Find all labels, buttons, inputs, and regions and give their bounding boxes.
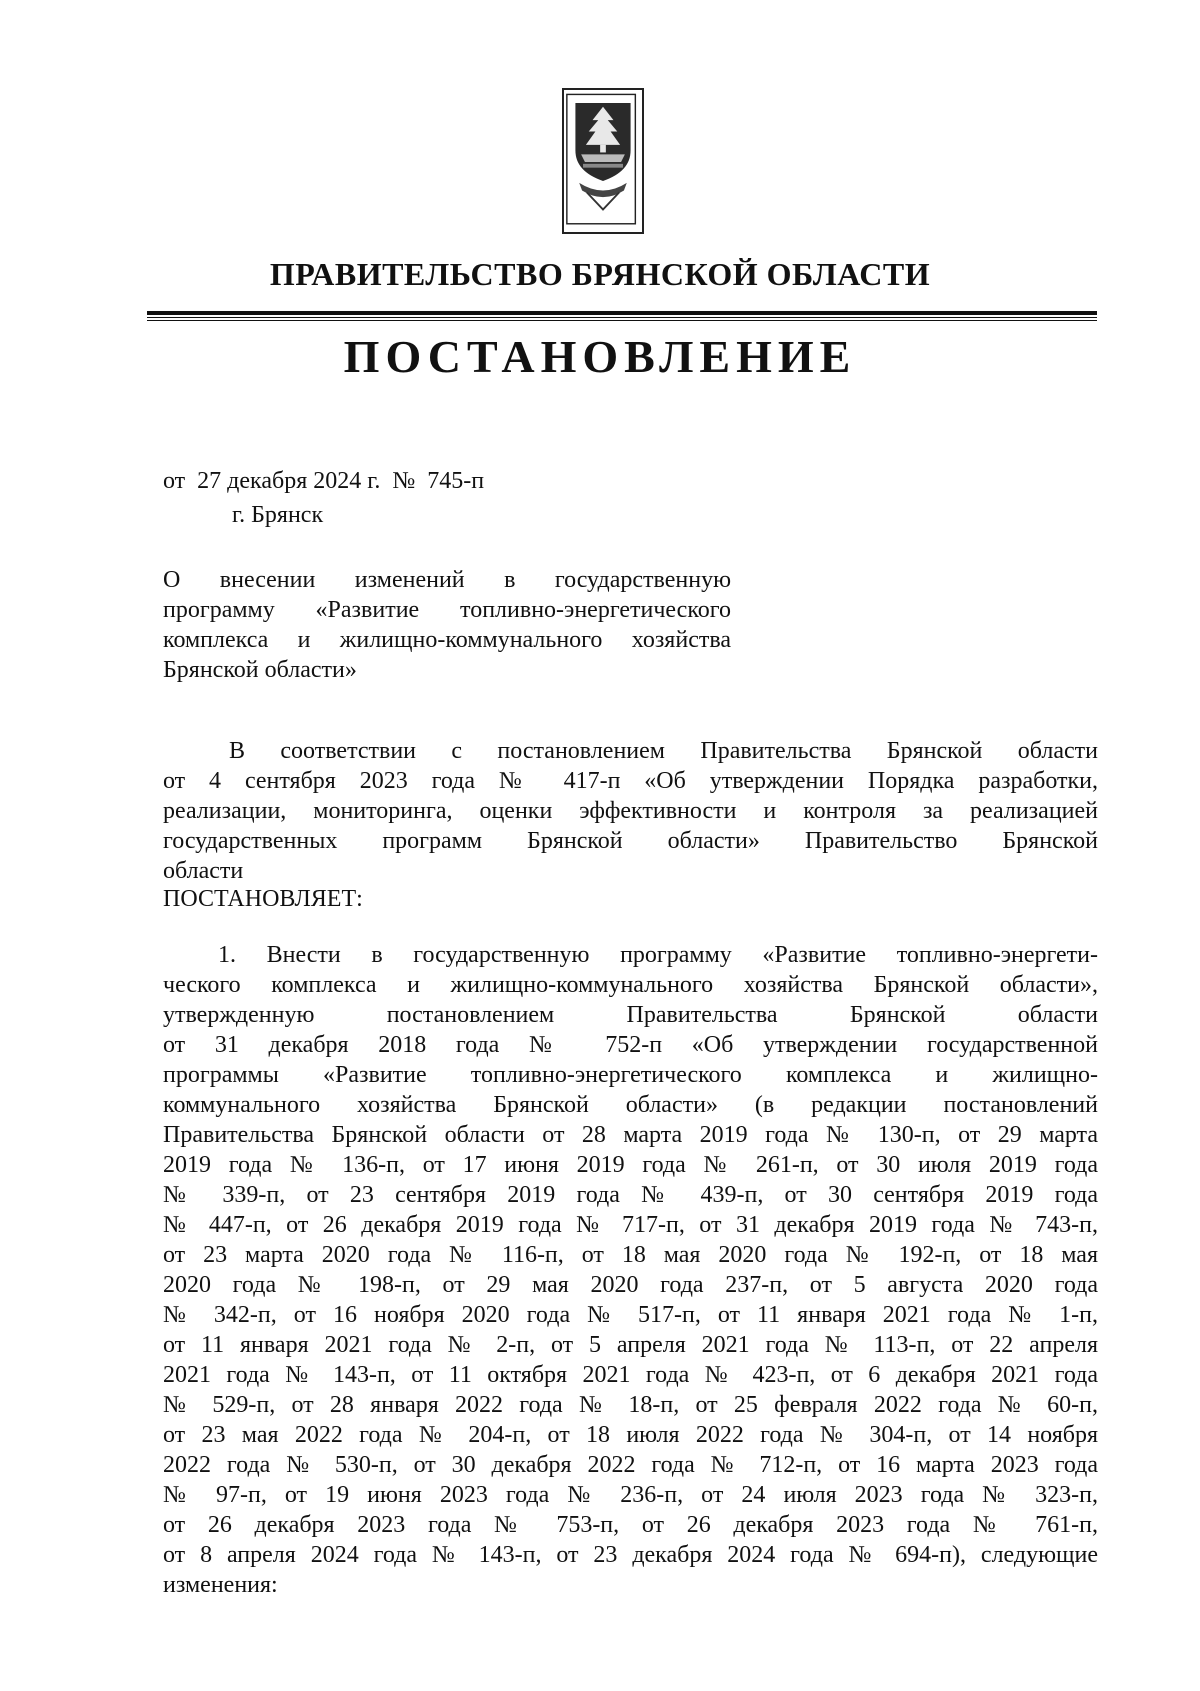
body-line: от 26 декабря 2023 года № 753-п, от 26 декабря 2023 года № 761-п,: [163, 1512, 1098, 1538]
bryansk-coat-of-arms-icon: [562, 88, 644, 234]
body-line: 1. Внести в государственную программу «Развитие топливно-энергети-: [218, 942, 1098, 968]
body-line: 2022 года № 530-п, от 30 декабря 2022 года № 712-п, от 16 марта 2023 года: [163, 1452, 1098, 1478]
subject-line: О внесении изменений в государственную: [163, 567, 731, 593]
body-line: 2020 года № 198-п, от 29 мая 2020 года 237-п, от 5 августа 2020 года: [163, 1272, 1098, 1298]
item-1-paragraph: [163, 940, 1098, 1600]
body-line: 2021 года № 143-п, от 11 октября 2021 года № 423-п, от 6 декабря 2021 года: [163, 1362, 1098, 1388]
body-line: утвержденную постановлением Правительства Брянской области: [163, 1002, 1098, 1028]
subject-block: [163, 565, 731, 685]
body-line: программы «Развитие топливно-энергетического комплекса и жилищно-: [163, 1062, 1098, 1088]
body-line: от 31 декабря 2018 года № 752-п «Об утверждении государственной: [163, 1032, 1098, 1058]
body-line: от 23 марта 2020 года № 116-п, от 18 мая 2020 года № 192-п, от 18 мая: [163, 1242, 1098, 1268]
subject-line: комплекса и жилищно-коммунального хозяйства: [163, 627, 731, 653]
body-line: ческого комплекса и жилищно-коммунального хозяйства Брянской области»,: [163, 972, 1098, 998]
body-line: реализации, мониторинга, оценки эффективности и контроля за реализацией: [163, 798, 1098, 824]
body-line: от 11 января 2021 года № 2-п, от 5 апреля 2021 года № 113-п, от 22 апреля: [163, 1332, 1098, 1358]
decree-word: ПОСТАНОВЛЯЕТ:: [163, 886, 363, 912]
body-line: изменения:: [163, 1572, 278, 1598]
body-line: государственных программ Брянской области» Правительство Брянской: [163, 828, 1098, 854]
date-number-line: от 27 декабря 2024 г. № 745-п: [163, 468, 485, 494]
preamble-paragraph: [163, 736, 1098, 886]
body-line: от 23 мая 2022 года № 204-п, от 18 июля 2022 года № 304-п, от 14 ноября: [163, 1422, 1098, 1448]
body-line: В соответствии с постановлением Правительства Брянской области: [229, 738, 1098, 764]
body-line: 2019 года № 136-п, от 17 июня 2019 года № 261-п, от 30 июля 2019 года: [163, 1152, 1098, 1178]
body-line: № 529-п, от 28 января 2022 года № 18-п, от 25 февраля 2022 года № 60-п,: [163, 1392, 1098, 1418]
body-line: от 8 апреля 2024 года № 143-п, от 23 декабря 2024 года № 694-п), следующие: [163, 1542, 1098, 1568]
body-line: № 339-п, от 23 сентября 2019 года № 439-п, от 30 сентября 2019 года: [163, 1182, 1098, 1208]
body-line: от 4 сентября 2023 года № 417-п «Об утверждении Порядка разработки,: [163, 768, 1098, 794]
subject-line: Брянской области»: [163, 657, 357, 683]
body-line: Правительства Брянской области от 28 марта 2019 года № 130-п, от 29 марта: [163, 1122, 1098, 1148]
document-type-title: ПОСТАНОВЛЕНИЕ: [343, 331, 857, 382]
body-line: коммунального хозяйства Брянской области» (в редакции постановлений: [163, 1092, 1098, 1118]
subject-line: программу «Развитие топливно-энергетического: [163, 597, 731, 623]
body-line: № 97-п, от 19 июня 2023 года № 236-п, от 24 июля 2023 года № 323-п,: [163, 1482, 1098, 1508]
city-line: г. Брянск: [232, 502, 324, 528]
body-line: № 342-п, от 16 ноября 2020 года № 517-п, от 11 января 2021 года № 1-п,: [163, 1302, 1098, 1328]
government-title: ПРАВИТЕЛЬСТВО БРЯНСКОЙ ОБЛАСТИ: [269, 256, 931, 292]
body-line: № 447-п, от 26 декабря 2019 года № 717-п, от 31 декабря 2019 года № 743-п,: [163, 1212, 1098, 1238]
header-divider: [147, 311, 1097, 322]
body-line: области: [163, 858, 244, 884]
